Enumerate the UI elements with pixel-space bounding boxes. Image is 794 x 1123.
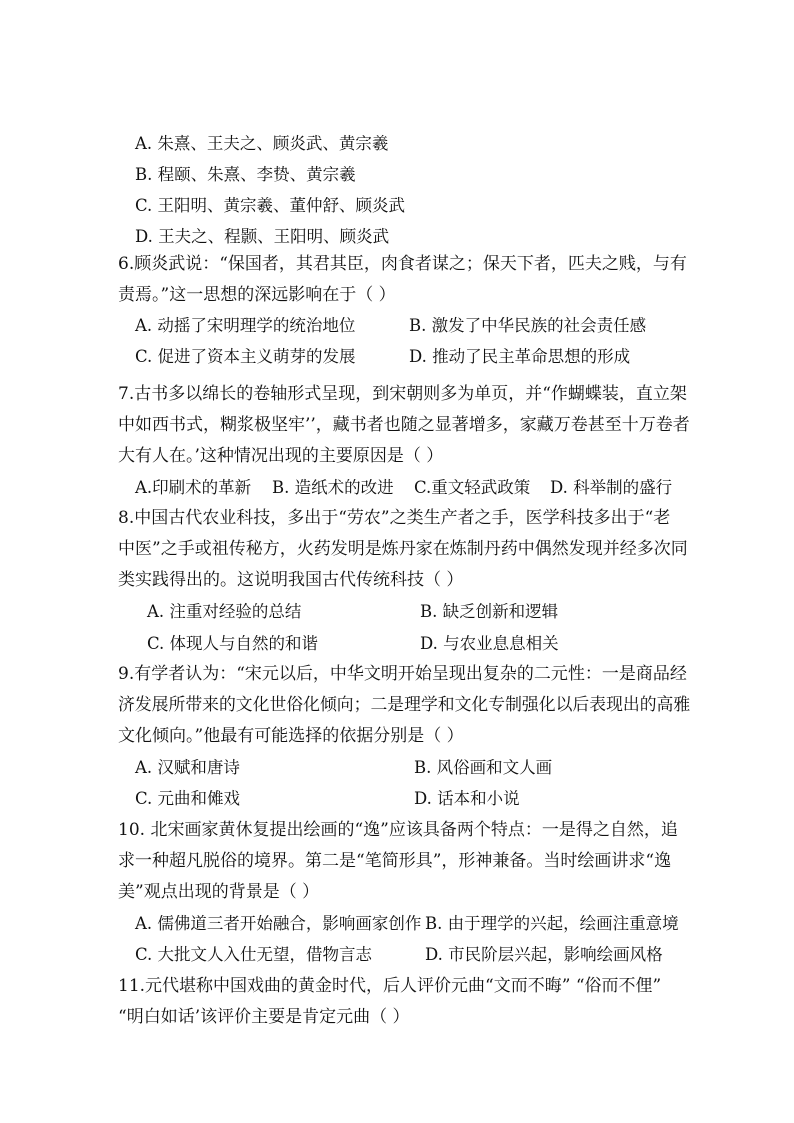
q10-option-b: B. 由于理学的兴起，绘画注重意境 bbox=[425, 914, 679, 933]
q8-stem-line3: 类实践得出的。这说明我国古代传统科技（ ） bbox=[118, 570, 464, 590]
q6-option-c: C. 促进了资本主义萌芽的发展 bbox=[135, 347, 356, 366]
q8-option-b: B. 缺乏创新和逻辑 bbox=[420, 602, 559, 621]
q6-option-d: D. 推动了民主革命思想的形成 bbox=[409, 347, 631, 366]
q6-stem-line1: 6.顾炎武说：“保国者，其君其臣，肉食者谋之；保天下者，匹夫之贱，与有 bbox=[118, 254, 687, 274]
q8-stem-line2: 中医”之手或祖传秘方，火药发明是炼丹家在炼制丹药中偶然发现并经多次同 bbox=[118, 539, 688, 559]
q7-option-c: C.重文轻武政策 bbox=[414, 478, 531, 497]
q10-stem-line2: 求一种超凡脱俗的境界。第二是“笔简形具”，形神兼备。当时绘画讲求“逸 bbox=[118, 851, 672, 871]
q11-stem-line2: “明白如话’该评价主要是肯定元曲（ ） bbox=[118, 1007, 410, 1027]
q7-option-d: D. 科举制的盛行 bbox=[550, 478, 673, 497]
q8-option-d: D. 与农业息息相关 bbox=[420, 634, 559, 653]
q5-option-a: A. 朱熹、王夫之、顾炎武、黄宗羲 bbox=[135, 134, 389, 153]
q10-stem-line1: 10. 北宋画家黄休复提出绘画的“逸”应该具备两个特点：一是得之自然，追 bbox=[118, 820, 678, 840]
q5-option-d: D. 王夫之、程颢、王阳明、顾炎武 bbox=[135, 227, 390, 246]
q10-option-d: D. 市民阶层兴起，影响绘画风格 bbox=[425, 945, 663, 964]
q9-option-c: C. 元曲和傩戏 bbox=[135, 789, 241, 808]
q7-stem-line3: 大有人在。’这种情况出现的主要原因是（ ） bbox=[118, 446, 444, 466]
q6-option-a: A. 动摇了宋明理学的统治地位 bbox=[135, 316, 356, 335]
q9-option-b: B. 风俗画和文人画 bbox=[414, 758, 553, 777]
q8-option-a: A. 注重对经验的总结 bbox=[147, 602, 302, 621]
q11-stem-line1: 11.元代堪称中国戏曲的黄金时代，后人评价元曲“文而不晦” “俗而不俚” bbox=[118, 976, 662, 996]
q10-stem-line3: 美”观点出现的背景是（ ） bbox=[118, 882, 320, 902]
q7-stem-line1: 7.古书多以绵长的卷轴形式呈现，到宋朝则多为单页，并“作蝴蝶装，直立架 bbox=[118, 384, 687, 404]
q6-option-b: B. 激发了中华民族的社会责任感 bbox=[409, 316, 647, 335]
q10-option-c: C. 大批文人入仕无望，借物言志 bbox=[135, 945, 373, 964]
q9-stem-line2: 济发展所带来的文化世俗化倾向；二是理学和文化专制强化以后表现出的高雅 bbox=[118, 695, 691, 715]
q7-option-a: A.印刷术的革新 bbox=[135, 478, 252, 497]
q7-option-b: B. 造纸术的改进 bbox=[272, 478, 394, 497]
q9-stem-line3: 文化倾向。”他最有可能选择的依据分别是（ ） bbox=[118, 726, 464, 746]
q8-option-c: C. 体现人与自然的和谐 bbox=[147, 634, 319, 653]
q9-option-a: A. 汉赋和唐诗 bbox=[135, 758, 240, 777]
q7-stem-line2: 中如西书式，糊浆极坚牢’’，藏书者也随之显著增多，家藏万卷甚至十万卷者 bbox=[118, 415, 690, 435]
q5-option-b: B. 程颐、朱熹、李贽、黄宗羲 bbox=[135, 165, 356, 184]
q9-option-d: D. 话本和小说 bbox=[414, 789, 520, 808]
q8-stem-line1: 8.中国古代农业科技，多出于“劳农”之类生产者之手，医学科技多出于“老 bbox=[118, 508, 671, 528]
q10-option-a: A. 儒佛道三者开始融合，影响画家创作 bbox=[135, 914, 422, 933]
q9-stem-line1: 9.有学者认为：“宋元以后，中华文明开始呈现出复杂的二元性：一是商品经 bbox=[118, 664, 687, 684]
q6-stem-line2: 责焉。”这一思想的深远影响在于（ ） bbox=[118, 285, 396, 305]
q5-option-c: C. 王阳明、黄宗羲、董仲舒、顾炎武 bbox=[135, 196, 406, 215]
